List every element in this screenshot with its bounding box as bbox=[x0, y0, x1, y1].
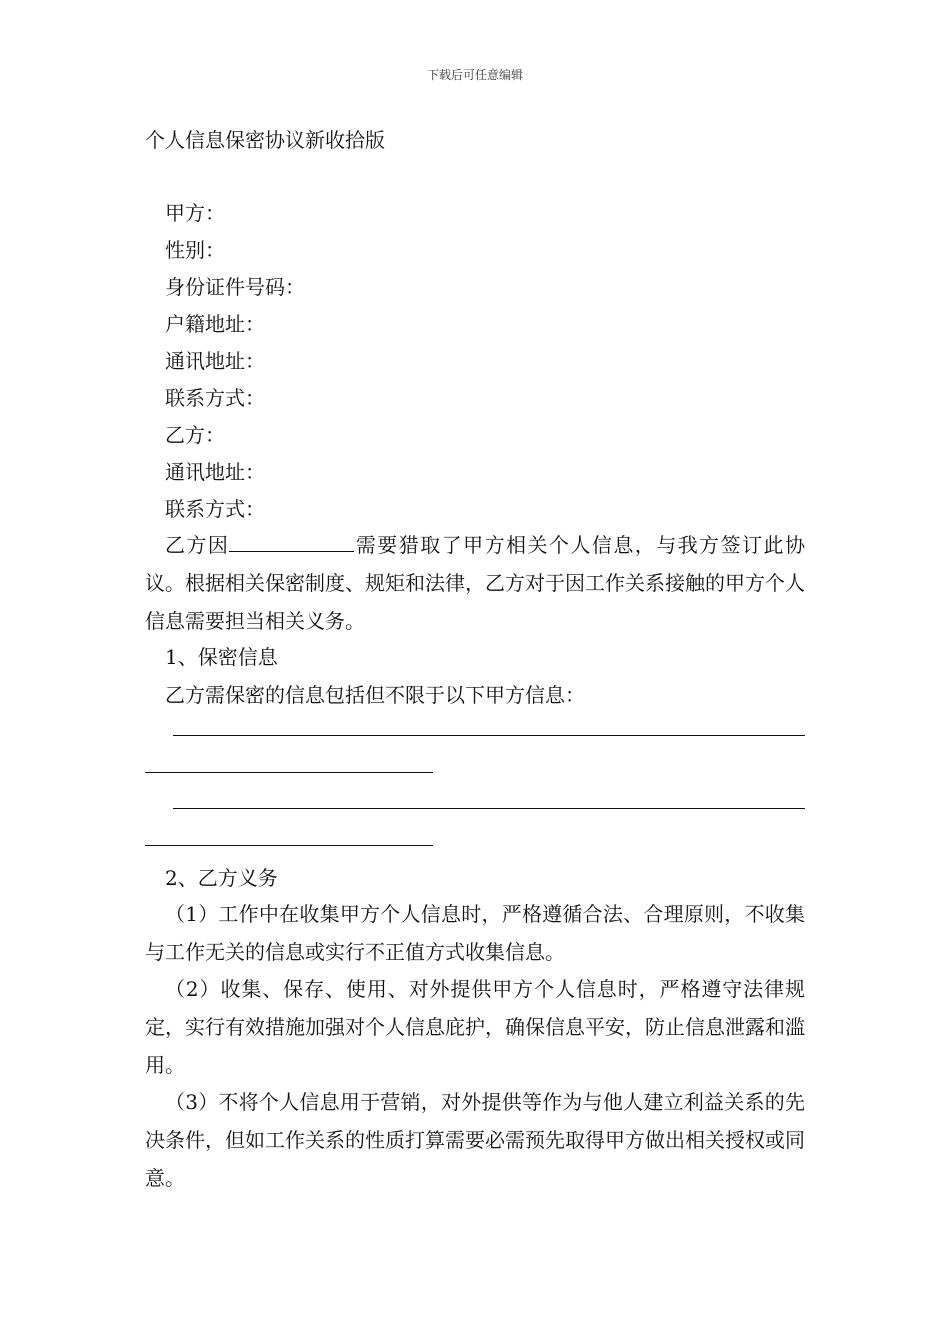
intro-paragraph bbox=[145, 526, 805, 640]
fill-line-1b bbox=[145, 772, 433, 773]
field-household-address: 户籍地址： bbox=[165, 312, 265, 336]
document-title: 个人信息保密协议新收拾版 bbox=[145, 128, 385, 152]
reason-blank bbox=[229, 533, 354, 552]
page-header-note: 下载后可任意编辑 bbox=[426, 68, 523, 82]
field-party-b: 乙方： bbox=[165, 423, 225, 447]
intro-text-start: 乙方因 bbox=[165, 533, 230, 557]
field-mailing-address-b: 通讯地址： bbox=[165, 460, 265, 484]
intro-text-end: 需要猎取了甲方相关个人信息，与我方签订此协议。根据相关保密制度、规矩和法律，乙方对于因工作关系接触的甲方个人信息需要担当相关义务。 bbox=[145, 533, 805, 633]
section2-heading: 2、乙方义务 bbox=[165, 866, 278, 890]
fill-line-2a bbox=[173, 808, 805, 809]
field-contact-a: 联系方式： bbox=[165, 386, 265, 410]
field-id-number: 身份证件号码： bbox=[165, 275, 305, 299]
section1-text: 乙方需保密的信息包括但不限于以下甲方信息： bbox=[165, 683, 585, 707]
section1-heading: 1、保密信息 bbox=[165, 645, 278, 669]
field-mailing-address-a: 通讯地址： bbox=[165, 349, 265, 373]
obligation-item-3: （3）不将个人信息用于营销，对外提供等作为与他人建立利益关系的先决条件，但如工作关系的性质打算需要必需预先取得甲方做出相关授权或同意。 bbox=[145, 1090, 805, 1190]
field-party-a: 甲方： bbox=[165, 201, 225, 225]
field-contact-b: 联系方式： bbox=[165, 497, 265, 521]
field-gender: 性别： bbox=[165, 238, 225, 262]
obligation-item-1: （1）工作中在收集甲方个人信息时，严格遵循合法、合理原则，不收集与工作无关的信息或实行不正值方式收集信息。 bbox=[145, 902, 805, 964]
obligation-item-2: （2）收集、保存、使用、对外提供甲方个人信息时，严格遵守法律规定，实行有效措施加强对个人信息庇护，确保信息平安，防止信息泄露和滥用。 bbox=[145, 977, 805, 1077]
fill-line-1a bbox=[173, 735, 805, 736]
fill-line-2b bbox=[145, 845, 433, 846]
